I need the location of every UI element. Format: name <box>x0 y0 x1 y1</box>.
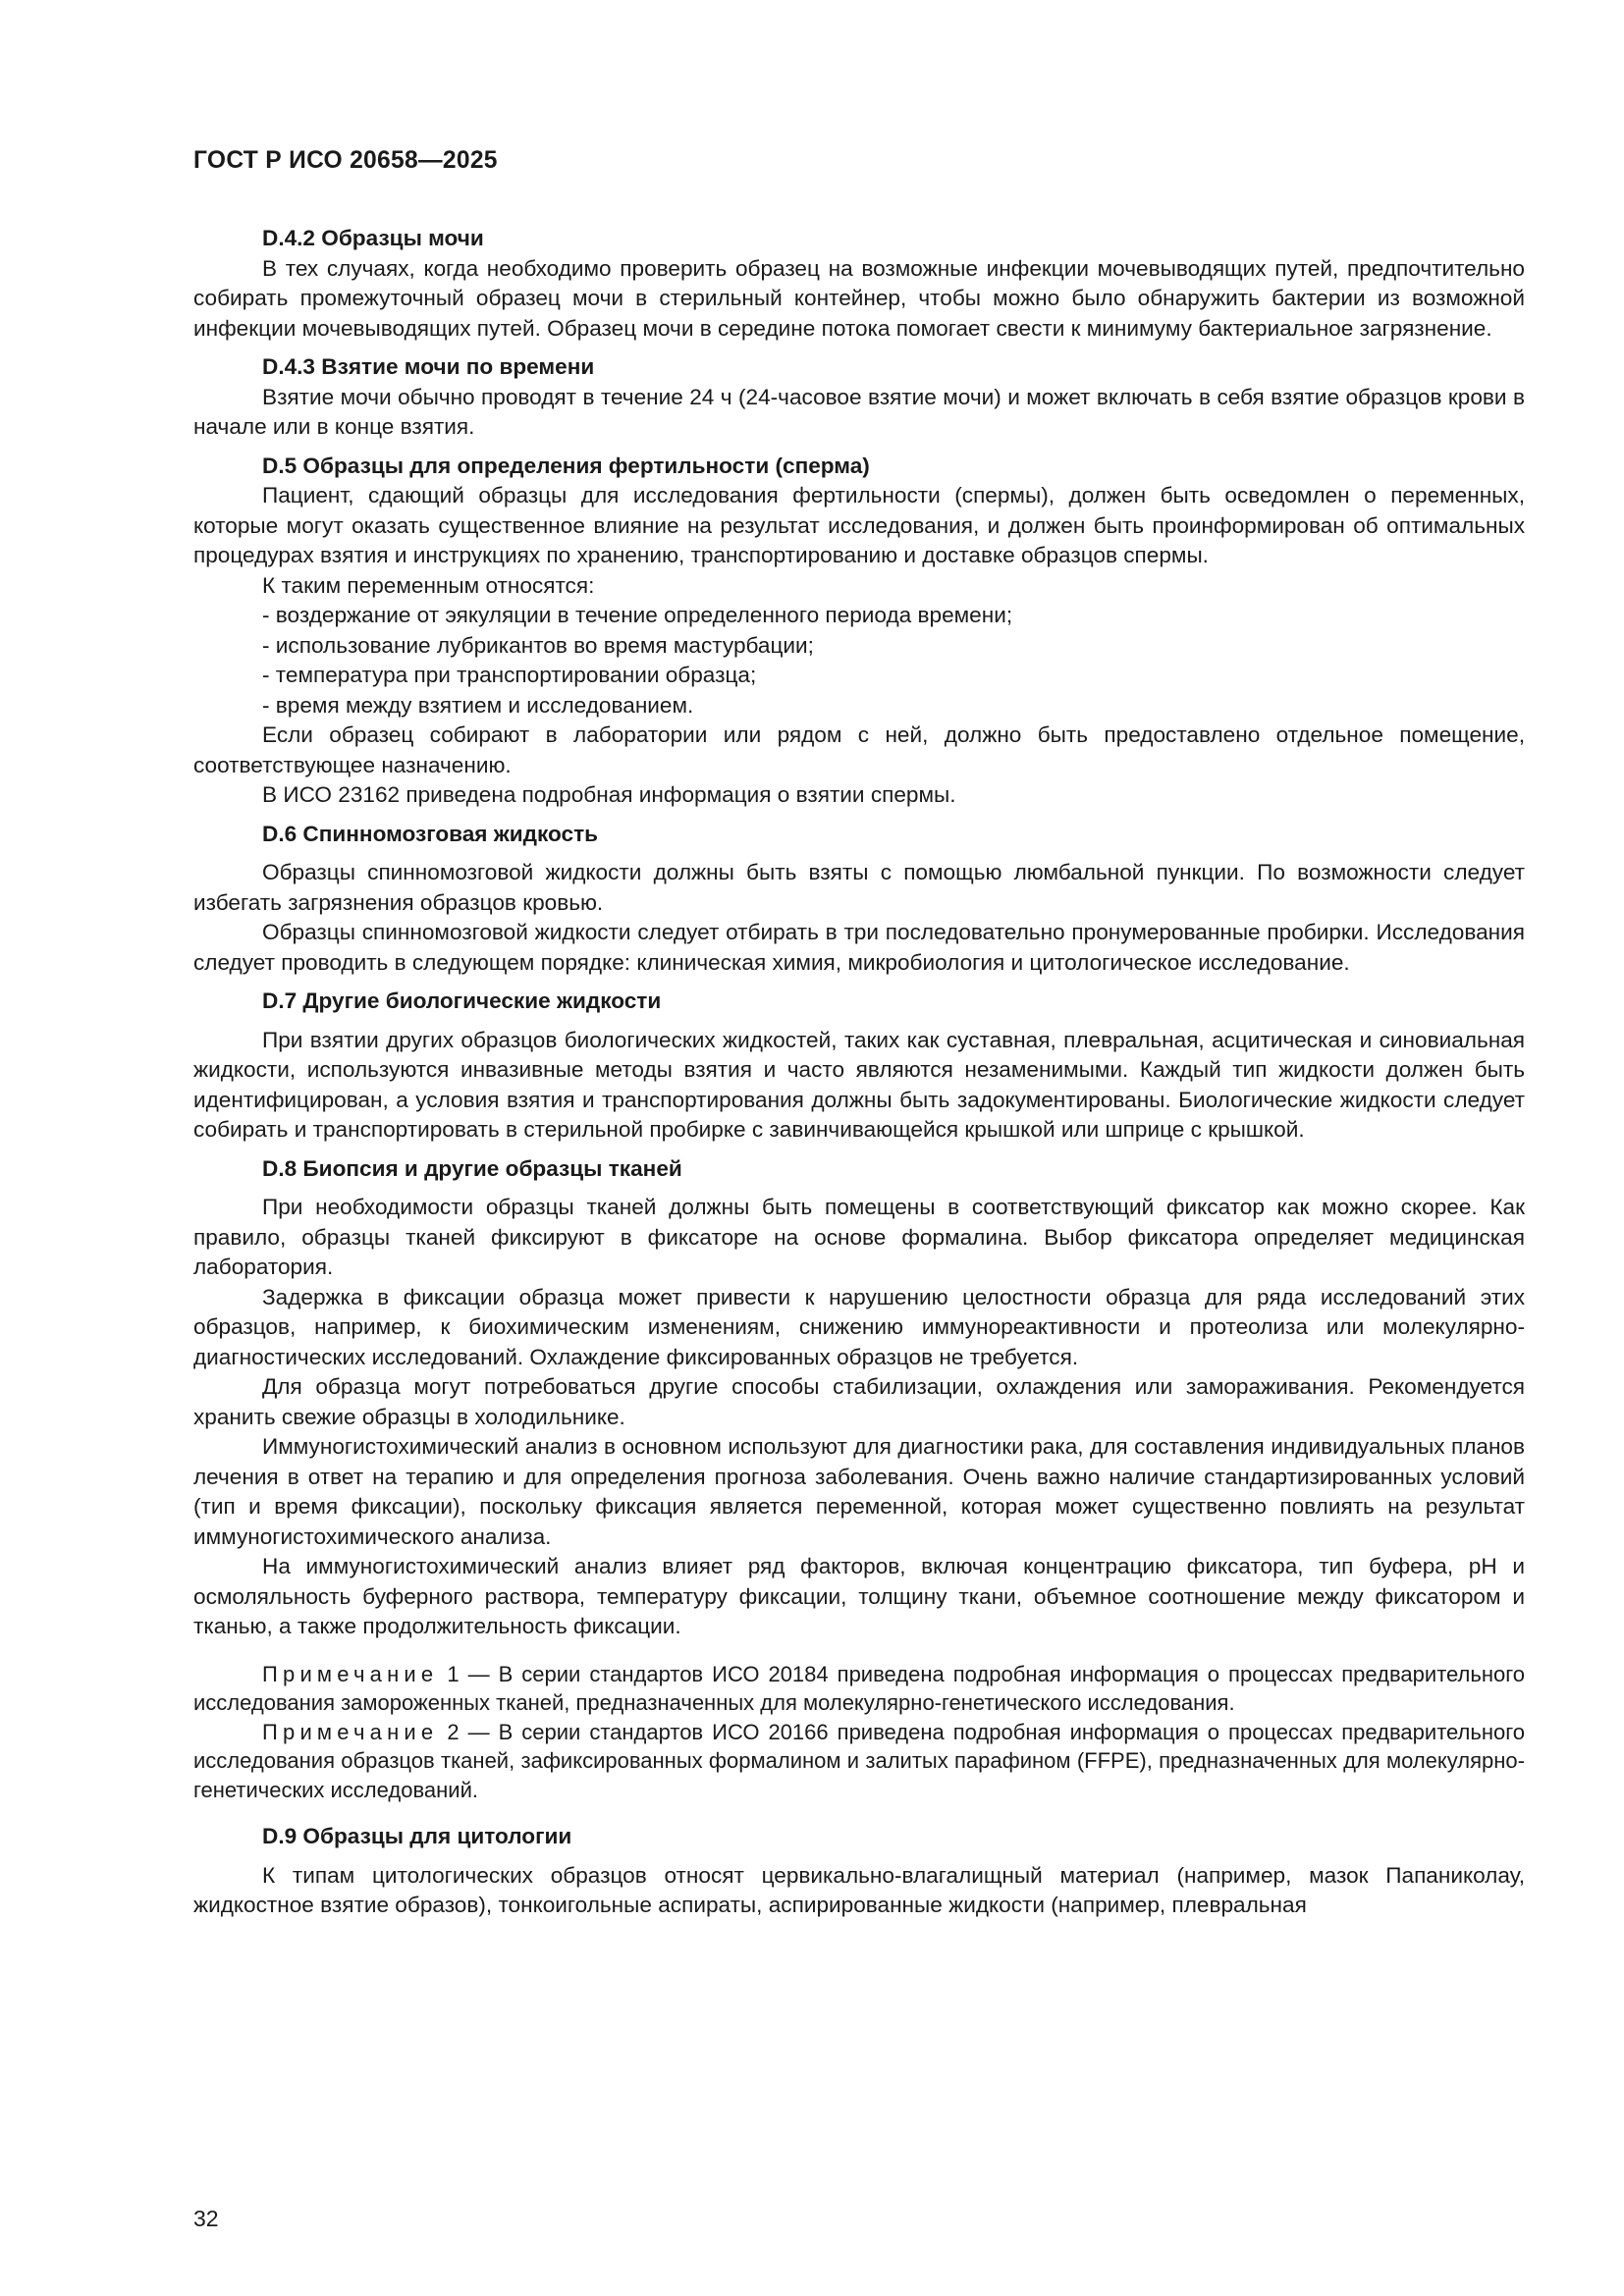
section-heading-d42: D.4.2 Образцы мочи <box>262 226 484 250</box>
section-heading-d7: D.7 Другие биологические жидкости <box>262 988 662 1013</box>
note-text: 1 — В серии стандартов ИСО 20184 приведена подробная информация о процессах предварительного исследования замороженных тканей, предназначенных для молекулярно-генетического исследования. <box>193 1661 1525 1715</box>
paragraph: В тех случаях, когда необходимо проверить образец на возможные инфекции мочевыводящих путей, предпочтительно собирать промежуточный образец мочи в стерильный контейнер, чтобы можно было обнаружить бактерии из возможной инфекции мочевыводящих путей. Образец мочи в середине потока помогает свести к минимуму бактериальное загрязнение. <box>193 255 1525 341</box>
paragraph: Для образца могут потребоваться другие способы стабилизации, охлаждения или замораживания. Рекомендуется хранить свежие образцы в холодильнике. <box>193 1374 1525 1429</box>
paragraph: На иммуногистохимический анализ влияет ряд факторов, включая концентрацию фиксатора, тип буфера, pH и осмоляльность буферного раствора, температуру фиксации, толщину ткани, объемное соотношение между фиксатором и тканью, а также продолжительность фиксации. <box>193 1554 1525 1638</box>
list-item: - использование лубрикантов во время мастурбации; <box>262 632 814 658</box>
note-1 <box>193 1660 1525 1718</box>
paragraph: Взятие мочи обычно проводят в течение 24 ч (24-часовое взятие мочи) и может включать в себя взятие образцов крови в начале или в конце взятия. <box>193 384 1525 439</box>
paragraph: Образцы спинномозговой жидкости следует отбирать в три последовательно пронумерованные пробирки. Исследования следует проводить в следующем порядке: клиническая химия, микробиология и цитологическое исследование. <box>193 920 1525 975</box>
section-heading-d9: D.9 Образцы для цитологии <box>262 1824 572 1848</box>
paragraph: Пациент, сдающий образцы для исследования фертильности (спермы), должен быть осведомлен о переменных, которые могут оказать существенное влияние на результат исследования, и должен быть проинформирован об оптимальных процедурах взятия и инструкциях по хранению, транспортированию и доставке образцов спермы. <box>193 483 1525 567</box>
paragraph: Иммуногистохимический анализ в основном используют для диагностики рака, для составления индивидуальных планов лечения в ответ на терапию и для определения прогноза заболевания. Очень важно наличие стандартизированных условий (тип и время фиксации), поскольку фиксация является переменной, которая может существенно повлиять на результат иммуногистохимического анализа. <box>193 1434 1525 1549</box>
page-content <box>193 224 1525 1921</box>
note-label: Примечание <box>262 1719 439 1744</box>
paragraph: Задержка в фиксации образца может привести к нарушению целостности образца для ряда исследований этих образцов, например, к биохимическим изменениям, снижению иммунореактивности и протеолиза или молекулярно-диагностических исследований. Охлаждение фиксированных образцов не требуется. <box>193 1284 1525 1369</box>
section-heading-d6: D.6 Спинномозговая жидкость <box>262 821 599 846</box>
list-item: - время между взятием и исследованием. <box>262 692 694 718</box>
note-label: Примечание <box>262 1661 439 1686</box>
document-header: ГОСТ Р ИСО 20658—2025 <box>193 147 498 174</box>
section-heading-d5: D.5 Образцы для определения фертильности (сперма) <box>262 453 870 478</box>
section-heading-d43: D.4.3 Взятие мочи по времени <box>262 354 595 379</box>
paragraph: Если образец собирают в лаборатории или рядом с ней, должно быть предоставлено отдельное помещение, соответствующее назначению. <box>193 722 1525 777</box>
paragraph: При необходимости образцы тканей должны быть помещены в соответствующий фиксатор как можно скорее. Как правило, образцы тканей фиксируют в фиксаторе на основе формалина. Выбор фиксатора определяет медицинская лаборатория. <box>193 1195 1525 1279</box>
note-2 <box>193 1718 1525 1805</box>
page-number: 32 <box>193 2206 219 2231</box>
section-heading-d8: D.8 Биопсия и другие образцы тканей <box>262 1155 682 1181</box>
list-intro: К таким переменным относятся: <box>262 572 595 598</box>
paragraph: К типам цитологических образцов относят цервикально-влагалищный материал (например, мазок Папаниколау, жидкостное взятие образов), тонкоигольные аспираты, аспирированные жидкости (например, плевральная <box>193 1862 1525 1917</box>
list-item: - температура при транспортировании образца; <box>262 663 757 687</box>
paragraph: При взятии других образцов биологических жидкостей, таких как суставная, плевральная, асцитическая и синовиальная жидкости, используются инвазивные методы взятия и часто являются незаменимыми. Каждый тип жидкости должен быть идентифицирован, а условия взятия и транспортирования должны быть задокументированы. Биологические жидкости следует собирать и транспортировать в стерильной пробирке с завинчивающейся крышкой или шприце с крышкой. <box>193 1027 1525 1142</box>
note-text: 2 — В серии стандартов ИСО 20166 приведена подробная информация о процессах предварительного исследования образцов тканей, зафиксированных формалином и залитых парафином (FFPE), предназначенных для молекулярно-генетических исследований. <box>193 1719 1525 1802</box>
list-item: - воздержание от эякуляции в течение определенного периода времени; <box>262 603 1013 627</box>
paragraph: Образцы спинномозговой жидкости должны быть взяты с помощью люмбальной пункции. По возможности следует избегать загрязнения образцов кровью. <box>193 860 1525 915</box>
paragraph: В ИСО 23162 приведена подробная информация о взятии спермы. <box>262 782 956 807</box>
